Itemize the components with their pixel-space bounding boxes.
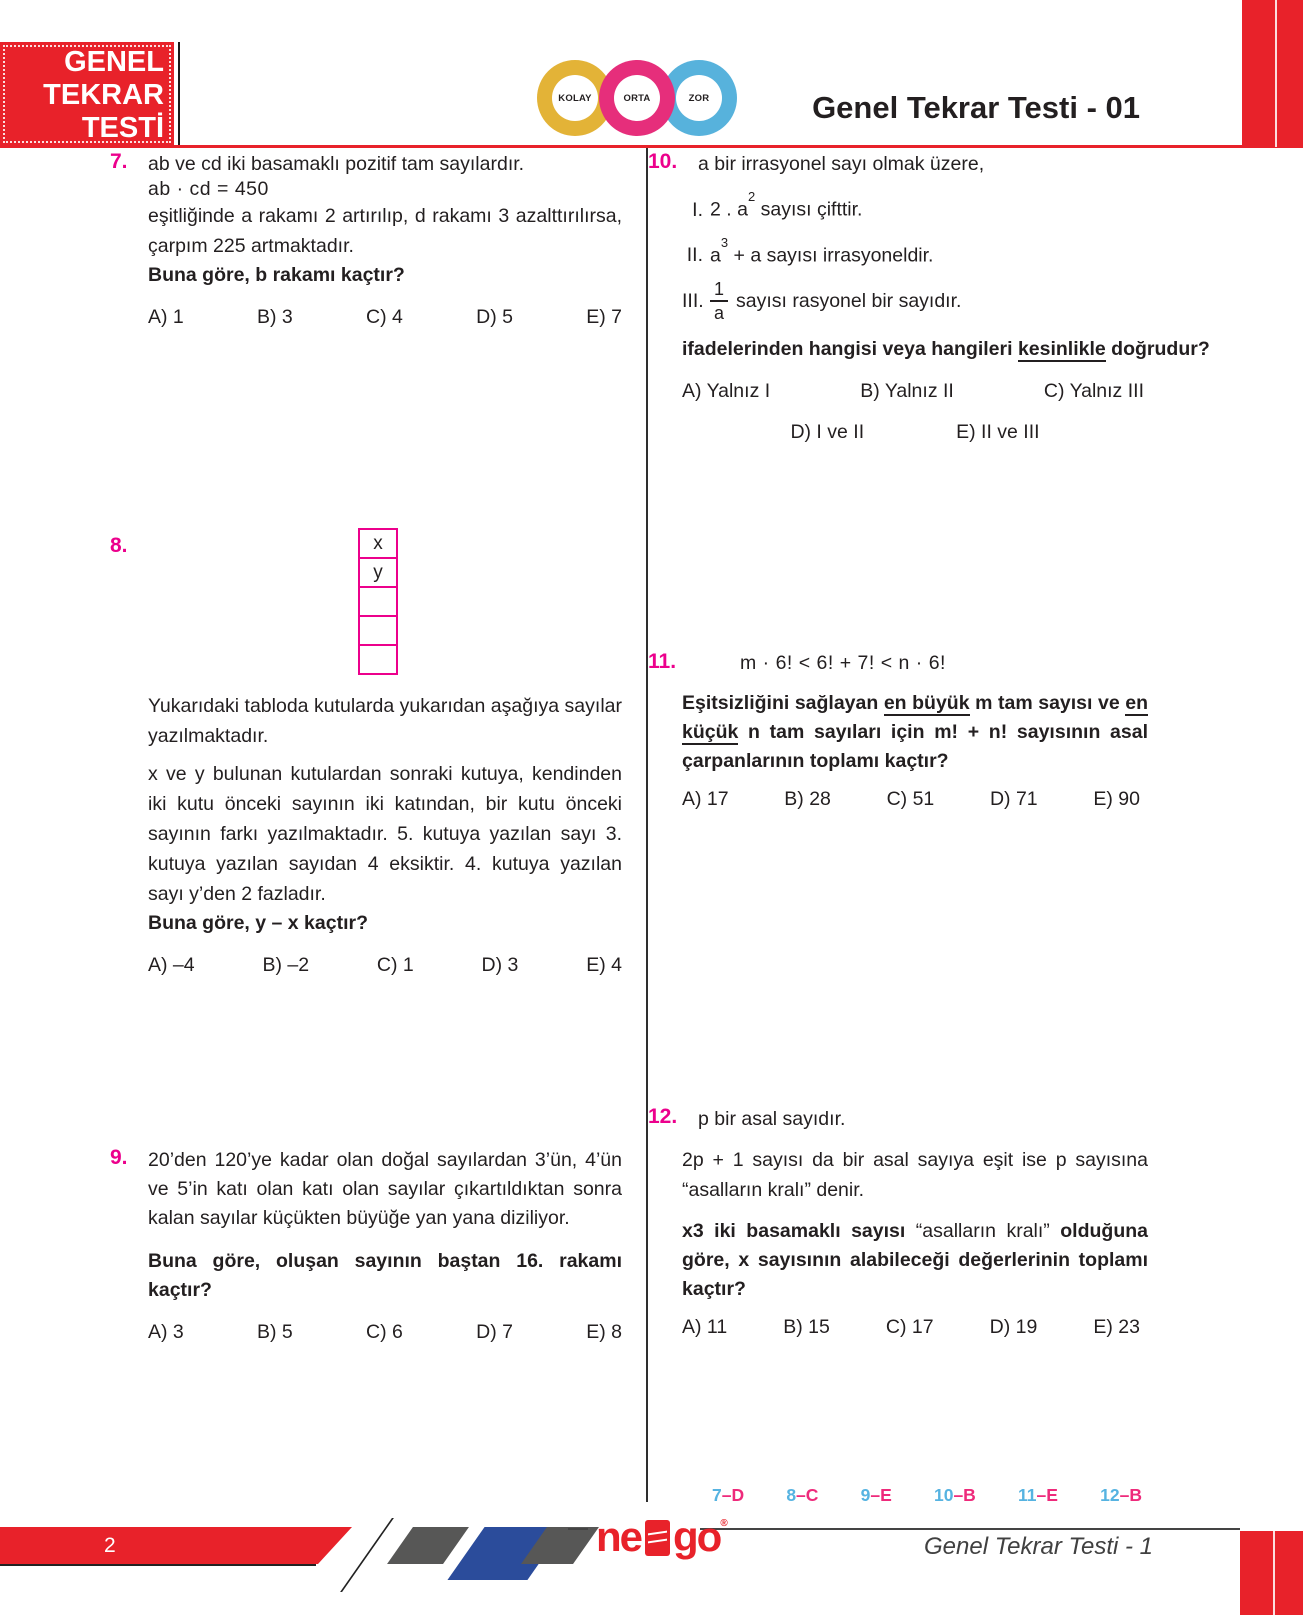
question-8-number: 8. [110, 534, 128, 557]
answer-key-item: 11–E [1018, 1485, 1058, 1505]
option-a: A) Yalnız I [682, 380, 771, 402]
question-10-prompt: ifadelerinden hangisi veya hangileri kesinlikle doğrudur? [682, 338, 1210, 360]
question-9 [110, 1146, 622, 1344]
option-b: B) 5 [257, 1321, 293, 1343]
answer-key-item: 12–B [1100, 1485, 1142, 1505]
box-cell-5 [358, 644, 398, 675]
question-12 [648, 1105, 1148, 1339]
corner-band-bottom [1240, 1531, 1303, 1615]
option-c: C) Yalnız III [1043, 380, 1144, 402]
publisher-logo [596, 1514, 728, 1560]
option-e: E) II ve III [956, 421, 1040, 443]
question-11-equation: m · 6! < 6! + 7! < n · 6! [740, 652, 946, 674]
question-9-number: 9. [110, 1146, 128, 1169]
answer-key [712, 1485, 1142, 1506]
test-series-box [0, 42, 174, 146]
option-d: D) 5 [476, 306, 513, 328]
option-a: A) 1 [148, 306, 184, 328]
option-b: B) –2 [262, 954, 310, 976]
question-11-prompt: Eşitsizliğini sağlayan en büyük m tam sayısı ve en küçük n tam sayıları için m! + n! sayısının asal çarpanlarının toplamı kaçtır? [682, 692, 1148, 772]
question-10-number: 10. [648, 150, 678, 173]
footer-red-band-underline [0, 1564, 316, 1566]
question-8-body-2: x ve y bulunan kutulardan sonraki kutuya, kendinden iki kutu önceki sayının iki katından, bir kutu önceki sayının farkı yazılmaktadır. 5. kutuya yazılan sayı 3. kutuya yazılan sayıdan 4 eksiktir. 4. kutuya yazılan sayı y’den 2 fazladır. [148, 763, 622, 905]
option-c: C) 1 [376, 954, 414, 976]
registered-mark: ® [720, 1518, 728, 1529]
question-9-body: 20’den 120’ye kadar olan doğal sayılardan 3’ün, 4’ün ve 5’in katı olan katı olan sayılar çıkartıldıktan sonra kalan sayılar küçükten büyüğe yan yana diziliyor. [148, 1149, 622, 1229]
logo-text-ne: ne [596, 1513, 642, 1560]
question-10-options-row-2 [682, 421, 1148, 444]
book-icon [645, 1520, 670, 1556]
statement-1 [682, 190, 1148, 224]
option-e: E) 8 [586, 1321, 622, 1343]
box-cell-4 [358, 615, 398, 646]
question-7-options [148, 306, 622, 329]
question-7-stem: ab ve cd iki basamaklı pozitif tam sayılardır. [148, 153, 525, 175]
footer-test-label: Genel Tekrar Testi - 1 [924, 1533, 1153, 1560]
corner-band-top-line [1275, 0, 1277, 147]
series-line-3: TESTİ [81, 112, 164, 144]
option-c: C) 51 [886, 788, 935, 810]
series-box-rule [178, 42, 180, 146]
box-cell-2: y [358, 557, 398, 588]
question-7-equation: ab · cd = 450 [148, 178, 269, 200]
footer-rule-right [700, 1528, 1240, 1530]
option-d: D) 7 [476, 1321, 513, 1343]
page-number: 2 [104, 1534, 116, 1557]
statement-1-label: I. [692, 198, 703, 221]
question-7-number: 7. [110, 150, 128, 173]
answer-key-item: 9–E [860, 1485, 892, 1505]
option-a: A) –4 [148, 954, 195, 976]
option-c: C) 17 [885, 1316, 934, 1338]
statement-3-text: sayısı rasyonel bir sayıdır. [736, 290, 962, 312]
option-b: B) 15 [783, 1316, 830, 1338]
answer-key-item: 10–B [933, 1485, 976, 1505]
option-e: E) 90 [1093, 788, 1140, 810]
fraction-numerator: 1 [710, 279, 728, 302]
question-11-options [682, 788, 1140, 811]
answer-key-item: 7–D [712, 1485, 745, 1505]
question-8-prompt: Buna göre, y – x kaçtır? [148, 912, 368, 934]
question-10-stem: a bir irrasyonel sayı olmak üzere, [698, 153, 985, 175]
question-11-number: 11. [648, 650, 677, 673]
statement-1-text: 2 . $a^2$ sayısı çifttir. [710, 189, 863, 221]
option-d: D) 19 [989, 1316, 1038, 1338]
option-b: B) Yalnız II [860, 380, 954, 402]
question-9-prompt: Buna göre, oluşan sayının baştan 16. rakamı kaçtır? [148, 1250, 622, 1301]
option-c: C) 6 [366, 1321, 403, 1343]
option-a: A) 3 [148, 1321, 184, 1343]
question-8-box-table [358, 528, 398, 675]
fraction-denominator: a [714, 303, 725, 323]
badge-medium-label: ORTA [614, 75, 660, 121]
statement-3-label: III. [682, 290, 704, 312]
question-7-body: eşitliğinde a rakamı 2 artırılıp, d rakamı 3 azalttırılırsa, çarpım 225 artmaktadır. [148, 205, 622, 257]
statement-3 [682, 279, 1148, 323]
question-10 [648, 150, 1210, 444]
corner-band-top [1242, 0, 1303, 147]
box-cell-3 [358, 586, 398, 617]
question-7 [110, 150, 622, 329]
badge-hard-label: ZOR [676, 75, 722, 121]
page-title: Genel Tekrar Testi - 01 [812, 90, 1140, 125]
badge-medium [599, 60, 675, 136]
question-12-prompt: x3 iki basamaklı sayısı “asalların kralı” olduğuna göre, x sayısının alabileceği değerlerinin toplamı kaçtır? [682, 1220, 1148, 1300]
question-8 [110, 520, 622, 977]
option-b: B) 3 [257, 306, 293, 328]
header-rule [0, 145, 1303, 148]
corner-band-bottom-line [1273, 1531, 1275, 1615]
fraction [710, 279, 728, 323]
option-a: A) 17 [682, 788, 729, 810]
question-12-body: 2p + 1 sayısı da bir asal sayıya eşit ise p sayısına “asalların kralı” denir. [682, 1149, 1148, 1201]
badge-easy-label: KOLAY [552, 75, 598, 121]
series-line-2: TEKRAR [43, 79, 164, 111]
option-e: E) 4 [586, 954, 622, 976]
option-a: A) 11 [682, 1316, 728, 1338]
footer-slash-gray-1 [387, 1527, 469, 1564]
statement-2-text: $a^3 + a$ sayısı irrasyoneldir. [710, 234, 934, 266]
question-12-stem: p bir asal sayıdır. [698, 1108, 846, 1130]
question-12-options [682, 1316, 1140, 1339]
question-10-options-row-1 [682, 380, 1144, 403]
option-b: B) 28 [784, 788, 831, 810]
question-12-number: 12. [648, 1105, 678, 1128]
difficulty-badges [537, 60, 737, 136]
series-line-1: GENEL [64, 46, 164, 78]
question-11 [648, 650, 1148, 811]
question-7-prompt: Buna göre, b rakamı kaçtır? [148, 264, 405, 286]
answer-key-item: 8–C [786, 1485, 819, 1505]
option-d: D) I ve II [790, 421, 865, 443]
logo-text-go: go [673, 1513, 721, 1560]
option-c: C) 4 [366, 306, 403, 328]
question-8-options [148, 954, 622, 977]
statement-2-label: II. [686, 244, 703, 266]
statement-2 [682, 236, 1148, 270]
option-d: D) 3 [481, 954, 519, 976]
question-9-options [148, 1321, 622, 1344]
option-e: E) 7 [586, 306, 622, 328]
footer-red-band [0, 1527, 352, 1564]
footer-rule-left-dash [568, 1528, 588, 1530]
box-cell-1: x [358, 528, 398, 559]
option-d: D) 71 [989, 788, 1038, 810]
question-8-body-1: Yukarıdaki tabloda kutularda yukarıdan aşağıya sayılar yazılmaktadır. [148, 695, 622, 747]
option-e: E) 23 [1093, 1316, 1140, 1338]
